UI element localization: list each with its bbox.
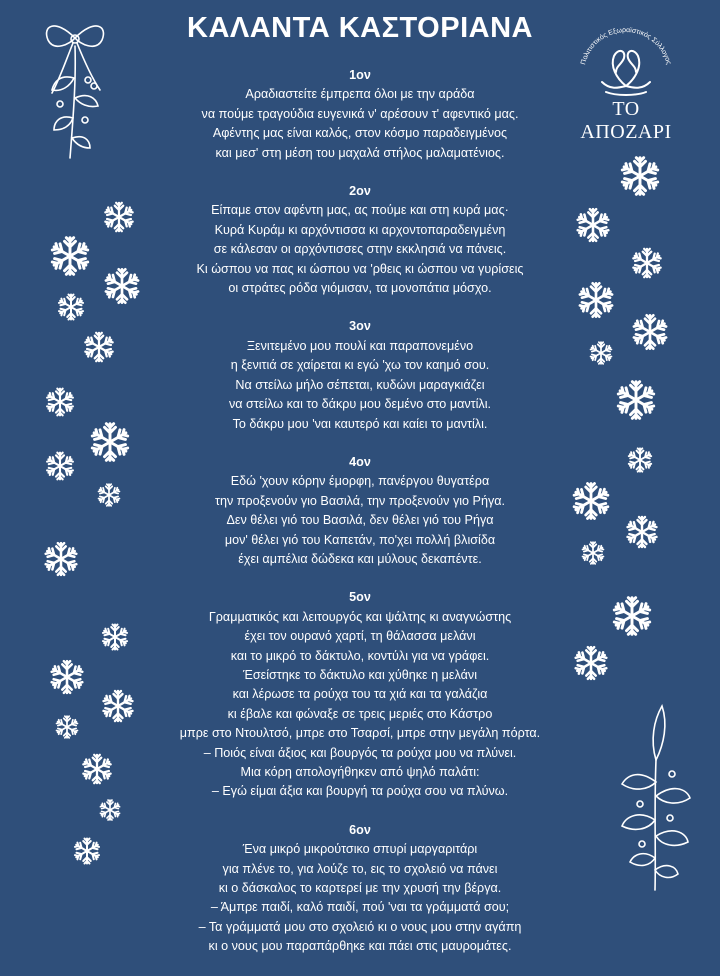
snowflake-icon — [610, 594, 654, 638]
stanza-number: 1ον — [349, 68, 371, 82]
snowflake-icon — [48, 234, 92, 278]
snowflake-icon — [572, 644, 610, 682]
snowflake-icon — [88, 420, 132, 464]
snowflake-icon — [102, 200, 136, 234]
poem-line: κι έβαλε και φώναξε σε τρεις μεριές στο Κάστρο — [227, 706, 493, 721]
club-logo — [566, 16, 686, 143]
snowflake-icon — [96, 482, 122, 508]
snowflake-icon — [630, 312, 670, 352]
snowflake-icon — [100, 622, 130, 652]
snowflake-icon — [44, 450, 76, 482]
poem-line: μον' θέλει γιό του Καπετάν, πο'χει πολλή βλισίδα — [224, 532, 496, 547]
poem-line: και λέρωσε τα ρούχα του τα χιά και τα γαλάζια — [232, 687, 488, 702]
stanza-number: 4ον — [349, 454, 371, 469]
snowflake-icon — [576, 280, 616, 320]
poem-line: να πούμε τραγούδια ευγενικά ν' αρέσουν τ' αφεντικό μας. — [201, 106, 519, 121]
stanza-2 — [150, 182, 570, 298]
poem-line: κι ο νους μου παραπάρθηκε και πάει στις μαυρομάτες. — [208, 939, 512, 954]
snowflake-icon — [56, 292, 86, 322]
snowflake-icon — [100, 688, 136, 724]
poem-line: την προξενούν γιο Βασιλά, την προξενούν γιο Ρήγα. — [214, 493, 506, 508]
svg-text:Πολιτιστικός Εξωραϊστικός Σύλλ — [580, 27, 672, 66]
snowflake-icon — [624, 514, 660, 550]
snowflake-icon — [570, 480, 612, 522]
poem-line: μπρε στο Ντουλτσό, μπρε στο Τσαρσί, μπρε στην μεγάλη πόρτα. — [179, 726, 541, 741]
poem-line: σε κάλεσαν οι αρχόντισσες στην εκκλησιά να πάνεις. — [213, 242, 507, 257]
poem-line: Αφέντης μας είναι καλός, στον κόσμο παραδειγμένος — [212, 126, 508, 141]
poem-line: Ξενιτεμένο μου πουλί και παραπονεμένο — [246, 338, 474, 353]
snowflake-icon — [42, 540, 80, 578]
poem-line: Κι ώσπου να πας κι ώσπου να 'ρθεις κι ώσπου να γυρίσεις — [196, 261, 524, 276]
poem-line: Ένα μικρό μικρούτσικο σπυρί μαργαριτάρι — [242, 842, 478, 857]
poem-line: Έσείστηκε το δάκτυλο και χύθηκε η μελάνι — [242, 667, 478, 682]
stanza-number: 5ον — [349, 590, 371, 605]
mistletoe-sprig-icon — [600, 700, 710, 895]
snowflake-icon — [82, 330, 116, 364]
stanza-number: 2ον — [349, 184, 371, 199]
stanza-6 — [150, 821, 570, 957]
snowflake-icon — [580, 540, 606, 566]
stanza-1 — [150, 66, 570, 163]
poem-line: – Τα γράμματά μου στο σχολειό κι ο νους μου στην αγάπη — [198, 919, 522, 934]
poem-line: Κυρά Κυράμ κι αρχόντισσα κι αρχοντοπαραδειγμένη — [214, 222, 506, 237]
poem-line: έχει αμπέλια δώδεκα και μύλους δεκαπέντε. — [238, 551, 482, 566]
poem-line: για πλένε το, για λούζε το, εις το σχολειό να πάνει — [222, 861, 498, 876]
poem-line: Γραμματικός και λειτουργός και ψάλτης κι αναγνώστης — [208, 609, 512, 624]
poem-line: να στείλω και το δάκρυ μου δεμένο στο μαντίλι. — [228, 397, 492, 412]
poem-line: – Άμπρε παιδί, καλό παιδί, πού 'ναι τα γράμματά σου; — [210, 900, 510, 915]
stanza-4 — [150, 453, 570, 569]
stanza-number: 3ον — [349, 319, 371, 334]
mistletoe-bow-icon — [30, 8, 120, 178]
poem-line: Αραδιαστείτε έμπρεπα όλοι με την αράδα — [245, 87, 475, 102]
snowflake-icon — [48, 658, 86, 696]
snowflake-icon — [102, 266, 142, 306]
poem-body — [150, 66, 570, 976]
poem-line: Το δάκρυ μου 'ναι καυτερό και καίει το μαντίλι. — [232, 416, 488, 431]
poem-line: – Εγώ είμαι άξια και βουργή τα ρούχα σου να πλύνω. — [211, 784, 509, 799]
snowflake-icon — [80, 752, 114, 786]
snowflake-icon — [54, 714, 80, 740]
snowflake-icon — [626, 446, 654, 474]
logo-arc-text: Πολιτιστικός Εξωραϊστικός Σύλλογος — [580, 26, 672, 66]
poem-line: Να στείλω μήλο σέπεται, κυδώνι μαραγκιάζει — [235, 377, 485, 392]
page-title: ΚΑΛΑΝΤΑ ΚΑΣΤΟΡΙΑΝΑ — [187, 12, 533, 44]
poem-line: Είπαμε στον αφέντη μας, ας πούμε και στη κυρά μας· — [211, 203, 509, 218]
snowflake-icon — [618, 154, 662, 198]
poem-line: η ξενιτιά σε χαίρεται κι εγώ 'χω τον καημό σου. — [230, 358, 490, 373]
poem-line: Δεν θέλει γιό του Βασιλά, δεν θέλει γιό του Ρήγα — [226, 513, 494, 528]
snowflake-icon — [574, 206, 612, 244]
stanza-5 — [150, 588, 570, 801]
poem-line: Μια κόρη απολογήθηκεν από ψηλό παλάτι: — [240, 765, 480, 779]
stanza-number: 6ον — [349, 822, 371, 837]
snowflake-icon — [630, 246, 664, 280]
snowflake-icon — [98, 798, 122, 822]
poem-line: κι ο δάσκαλος το καρτερεί με την χρυσή την βέργα. — [218, 881, 502, 896]
stanza-3 — [150, 317, 570, 433]
poem-line: έχει τον ουρανό χαρτί, τη θάλασσα μελάνι — [244, 629, 476, 644]
logo-name: ΤΟ ΑΠΟΖΑΡΙ — [580, 98, 672, 143]
poem-line: και μεσ' στη μέση του μαχαλά στήλος μαλαματένιος. — [215, 145, 505, 160]
poem-line: Εδώ 'χουν κόρην έμορφη, πανέργου θυγατέρα — [230, 474, 490, 489]
swans-icon — [566, 16, 686, 106]
poem-line: οι στράτες ρόδα γιόμισαν, τα μονοπάτια μόσχο. — [228, 281, 492, 296]
snowflake-icon — [614, 378, 658, 422]
poem-line: και το μικρό το δάκτυλο, κοντύλι για να γράφει. — [230, 648, 490, 663]
snowflake-icon — [72, 836, 102, 866]
poem-line: – Ποιός είναι άξιος και βουργός τα ρούχα μου να πλύνει. — [203, 745, 517, 760]
snowflake-icon — [44, 386, 76, 418]
snowflake-icon — [588, 340, 614, 366]
